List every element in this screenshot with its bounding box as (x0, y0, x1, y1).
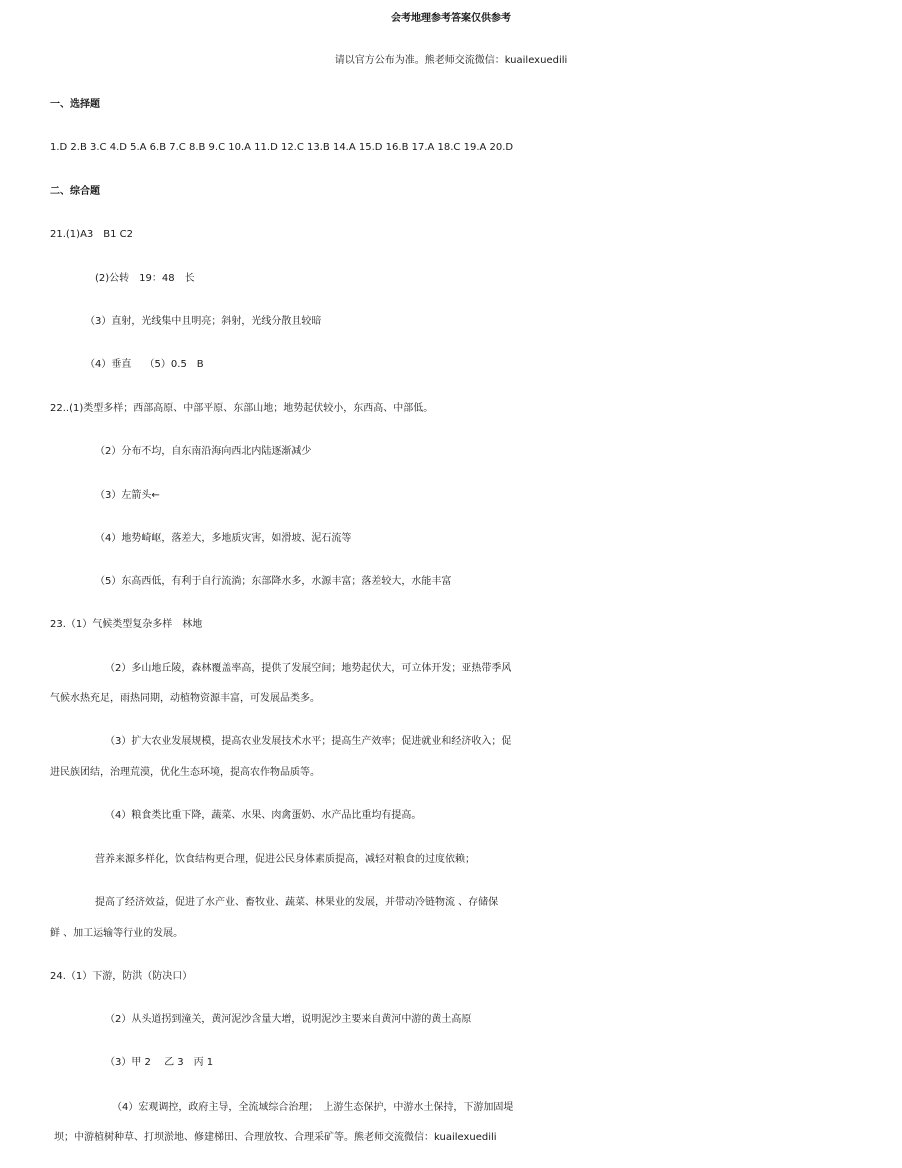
answer-line: 坝；中游植树种草、打坝淤地、修建梯田、合理放牧、合理采矿等。熊老师交流微信：kuailexuedili (54, 1132, 497, 1143)
answer-line: (2)公转 19：48 长 (95, 273, 195, 284)
answer-line: （4）宏观调控，政府主导，全流域综合治理； 上游生态保护，中游水土保持，下游加固堤 (112, 1102, 514, 1113)
answer-line: （2）从头道拐到潼关，黄河泥沙含量大增，说明泥沙主要来自黄河中游的黄土高原 (105, 1014, 472, 1025)
answer-line: 进民族团结，治理荒漠，优化生态环境，提高农作物品质等。 (50, 767, 320, 778)
answer-line: （3）直射，光线集中且明亮；斜射，光线分散且较暗 (85, 316, 322, 327)
answer-line: 22..(1)类型多样；西部高原、中部平原、东部山地；地势起伏较小，东西高、中部低。 (50, 403, 434, 414)
answer-line: （2）多山地丘陵，森林覆盖率高，提供了发展空间；地势起伏大，可立体开发；亚热带季风 (105, 663, 512, 674)
answer-line: （4）垂直 （5）0.5 B (85, 359, 204, 370)
document-title: 会考地理参考答案仅供参考 (391, 13, 511, 24)
multiple-choice-answers: 1.D 2.B 3.C 4.D 5.A 6.B 7.C 8.B 9.C 10.A 11.D 12.C 13.B 14.A 15.D 16.B 17.A 18.C 19.A 20.D (50, 142, 514, 153)
answer-line: （3）扩大农业发展规模，提高农业发展技术水平；提高生产效率；促进就业和经济收入；促 (105, 736, 512, 747)
answer-line: 23.（1）气候类型复杂多样 林地 (50, 619, 203, 630)
section-heading-comprehensive: 二、综合题 (50, 186, 100, 197)
answer-line: 24.（1）下游，防洪（防决口） (50, 971, 193, 982)
answer-line: （4）粮食类比重下降，蔬菜、水果、肉禽蛋奶、水产品比重均有提高。 (105, 810, 422, 821)
answer-line: （4）地势崎岖，落差大，多地质灾害，如滑坡、泥石流等 (95, 533, 352, 544)
answer-line: 21.(1)A3 B1 C2 (50, 229, 134, 240)
answer-line: （3）左箭头← (95, 490, 160, 501)
answer-line: （2）分布不均，自东南沿海向西北内陆逐渐减少 (95, 446, 312, 457)
section-heading-multiple-choice: 一、选择题 (50, 99, 100, 110)
answer-line: 提高了经济效益，促进了水产业、畜牧业、蔬菜、林果业的发展，并带动冷链物流 、存储保 (95, 897, 499, 908)
answer-line: （3）甲 2 乙 3 丙 1 (105, 1057, 214, 1068)
document-subtitle: 请以官方公布为准。熊老师交流微信：kuailexuedili (334, 55, 568, 66)
answer-line: （5）东高西低，有利于自行流淌；东部降水多，水源丰富；落差较大，水能丰富 (95, 576, 452, 587)
answer-line: 气候水热充足，雨热同期，动植物资源丰富，可发展品类多。 (50, 693, 320, 704)
answer-line: 鲜 、加工运输等行业的发展。 (50, 928, 184, 939)
answer-line: 营养来源多样化，饮食结构更合理，促进公民身体素质提高，减轻对粮食的过度依赖； (95, 854, 475, 865)
